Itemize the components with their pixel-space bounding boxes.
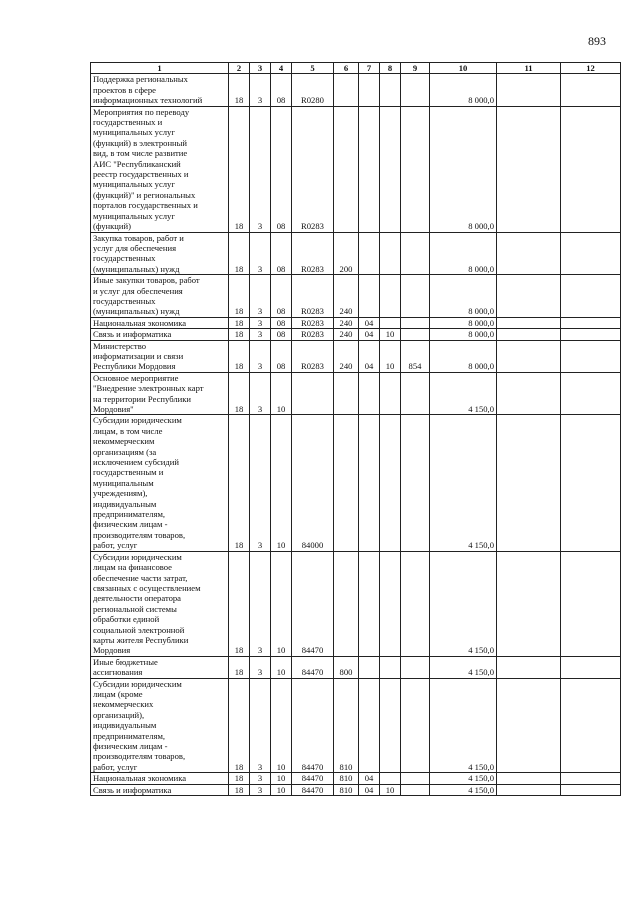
row-cell-c5: R0283 xyxy=(292,317,334,328)
row-cell-c7 xyxy=(359,678,380,773)
table-row xyxy=(91,106,621,232)
row-name-cell: Субсидии юридическим лицам, в том числе некоммерческим организациям (за исключением субсидий государственным и муниципальным учреждениям), индивидуальным предпринимателям, физическим лицам - производителям товаров, работ, услуг xyxy=(91,415,229,551)
row-cell-c10: 8 000,0 xyxy=(430,329,497,340)
row-cell-c8: 10 xyxy=(380,784,401,795)
row-cell-c3: 3 xyxy=(250,678,271,773)
row-cell-c4: 10 xyxy=(271,372,292,415)
row-cell-c9 xyxy=(401,784,430,795)
row-cell-c3: 3 xyxy=(250,551,271,656)
table-row xyxy=(91,656,621,678)
row-cell-c12 xyxy=(561,340,621,372)
row-cell-c10: 4 150,0 xyxy=(430,415,497,551)
row-cell-c8 xyxy=(380,551,401,656)
row-cell-c9 xyxy=(401,656,430,678)
row-cell-c12 xyxy=(561,372,621,415)
row-cell-c10: 4 150,0 xyxy=(430,656,497,678)
column-header: 7 xyxy=(359,63,380,74)
row-cell-c6: 240 xyxy=(334,275,359,318)
row-cell-c5 xyxy=(292,372,334,415)
column-header: 11 xyxy=(497,63,561,74)
row-cell-c10: 4 150,0 xyxy=(430,551,497,656)
row-cell-c8 xyxy=(380,317,401,328)
row-cell-c7 xyxy=(359,415,380,551)
table-row xyxy=(91,317,621,328)
row-cell-c10: 8 000,0 xyxy=(430,340,497,372)
column-header: 5 xyxy=(292,63,334,74)
row-cell-c4: 08 xyxy=(271,74,292,106)
row-cell-c7 xyxy=(359,74,380,106)
row-cell-c11 xyxy=(497,74,561,106)
row-cell-c5: R0283 xyxy=(292,329,334,340)
row-cell-c2: 18 xyxy=(229,340,250,372)
table-row xyxy=(91,372,621,415)
row-cell-c3: 3 xyxy=(250,372,271,415)
row-cell-c6: 810 xyxy=(334,773,359,784)
row-cell-c2: 18 xyxy=(229,317,250,328)
row-cell-c12 xyxy=(561,656,621,678)
row-cell-c2: 18 xyxy=(229,232,250,275)
row-cell-c2: 18 xyxy=(229,415,250,551)
row-name-cell: Национальная экономика xyxy=(91,773,229,784)
row-cell-c4: 08 xyxy=(271,232,292,275)
row-name-cell: Закупка товаров, работ и услуг для обеспечения государственных (муниципальных) нужд xyxy=(91,232,229,275)
row-cell-c9 xyxy=(401,317,430,328)
row-cell-c4: 08 xyxy=(271,340,292,372)
row-cell-c4: 10 xyxy=(271,784,292,795)
column-header: 8 xyxy=(380,63,401,74)
budget-table xyxy=(90,62,621,796)
row-cell-c9 xyxy=(401,773,430,784)
row-name-cell: Связь и информатика xyxy=(91,784,229,795)
row-cell-c5: 84470 xyxy=(292,773,334,784)
row-cell-c6: 800 xyxy=(334,656,359,678)
row-cell-c7 xyxy=(359,656,380,678)
row-cell-c7 xyxy=(359,275,380,318)
row-cell-c7 xyxy=(359,551,380,656)
row-cell-c12 xyxy=(561,275,621,318)
row-cell-c2: 18 xyxy=(229,329,250,340)
row-cell-c6: 810 xyxy=(334,678,359,773)
row-cell-c4: 10 xyxy=(271,678,292,773)
row-cell-c12 xyxy=(561,773,621,784)
row-cell-c4: 10 xyxy=(271,551,292,656)
column-header: 9 xyxy=(401,63,430,74)
row-cell-c12 xyxy=(561,415,621,551)
row-name-cell: Субсидии юридическим лицам на финансовое обеспечение части затрат, связанных с осуществлением деятельности оператора региональной системы обработки единой социальной электронной карты жителя Республики Мордовия xyxy=(91,551,229,656)
row-cell-c4: 08 xyxy=(271,329,292,340)
table-body xyxy=(91,74,621,796)
row-cell-c8 xyxy=(380,656,401,678)
row-cell-c7: 04 xyxy=(359,773,380,784)
row-cell-c6 xyxy=(334,551,359,656)
row-cell-c6 xyxy=(334,415,359,551)
row-cell-c5: R0283 xyxy=(292,340,334,372)
row-cell-c3: 3 xyxy=(250,317,271,328)
row-cell-c12 xyxy=(561,317,621,328)
row-cell-c12 xyxy=(561,784,621,795)
row-cell-c6: 240 xyxy=(334,329,359,340)
row-cell-c2: 18 xyxy=(229,678,250,773)
row-cell-c10: 4 150,0 xyxy=(430,784,497,795)
row-cell-c11 xyxy=(497,317,561,328)
row-cell-c8 xyxy=(380,678,401,773)
row-cell-c8 xyxy=(380,106,401,232)
row-cell-c8 xyxy=(380,773,401,784)
row-cell-c12 xyxy=(561,232,621,275)
row-cell-c11 xyxy=(497,773,561,784)
table-row xyxy=(91,232,621,275)
page-number: 893 xyxy=(588,34,606,48)
column-header: 3 xyxy=(250,63,271,74)
column-header: 12 xyxy=(561,63,621,74)
row-cell-c9 xyxy=(401,415,430,551)
row-cell-c3: 3 xyxy=(250,329,271,340)
column-header: 1 xyxy=(91,63,229,74)
row-cell-c4: 10 xyxy=(271,773,292,784)
row-cell-c4: 08 xyxy=(271,275,292,318)
row-cell-c12 xyxy=(561,329,621,340)
row-cell-c3: 3 xyxy=(250,232,271,275)
table-row xyxy=(91,329,621,340)
row-cell-c3: 3 xyxy=(250,415,271,551)
row-cell-c3: 3 xyxy=(250,106,271,232)
row-cell-c7: 04 xyxy=(359,329,380,340)
row-name-cell: Национальная экономика xyxy=(91,317,229,328)
row-cell-c6 xyxy=(334,372,359,415)
table-row xyxy=(91,275,621,318)
row-cell-c11 xyxy=(497,551,561,656)
row-cell-c9: 854 xyxy=(401,340,430,372)
row-cell-c11 xyxy=(497,106,561,232)
row-cell-c10: 8 000,0 xyxy=(430,317,497,328)
row-cell-c5: 84470 xyxy=(292,656,334,678)
row-cell-c5: R0280 xyxy=(292,74,334,106)
row-cell-c6 xyxy=(334,74,359,106)
row-cell-c7 xyxy=(359,372,380,415)
row-cell-c11 xyxy=(497,232,561,275)
row-cell-c5: 84000 xyxy=(292,415,334,551)
header-row xyxy=(91,63,621,74)
row-name-cell: Поддержка региональных проектов в сфере информационных технологий xyxy=(91,74,229,106)
row-cell-c12 xyxy=(561,106,621,232)
table-row xyxy=(91,551,621,656)
row-cell-c12 xyxy=(561,678,621,773)
row-cell-c2: 18 xyxy=(229,784,250,795)
row-cell-c2: 18 xyxy=(229,372,250,415)
row-cell-c7: 04 xyxy=(359,317,380,328)
row-cell-c8 xyxy=(380,275,401,318)
row-cell-c9 xyxy=(401,106,430,232)
row-cell-c11 xyxy=(497,340,561,372)
row-cell-c9 xyxy=(401,678,430,773)
row-cell-c8: 10 xyxy=(380,329,401,340)
row-cell-c2: 18 xyxy=(229,773,250,784)
row-cell-c2: 18 xyxy=(229,275,250,318)
row-cell-c6 xyxy=(334,106,359,232)
row-cell-c5: R0283 xyxy=(292,232,334,275)
row-cell-c9 xyxy=(401,275,430,318)
column-header: 6 xyxy=(334,63,359,74)
row-cell-c3: 3 xyxy=(250,340,271,372)
table-row xyxy=(91,784,621,795)
row-cell-c11 xyxy=(497,372,561,415)
row-cell-c6: 200 xyxy=(334,232,359,275)
row-cell-c5: 84470 xyxy=(292,678,334,773)
row-cell-c6: 810 xyxy=(334,784,359,795)
row-cell-c5: 84470 xyxy=(292,784,334,795)
row-cell-c11 xyxy=(497,329,561,340)
table-row xyxy=(91,74,621,106)
row-cell-c10: 4 150,0 xyxy=(430,773,497,784)
row-cell-c2: 18 xyxy=(229,656,250,678)
row-name-cell: Иные закупки товаров, работ и услуг для обеспечения государственных (муниципальных) нужд xyxy=(91,275,229,318)
row-cell-c8: 10 xyxy=(380,340,401,372)
table-row xyxy=(91,415,621,551)
row-cell-c11 xyxy=(497,275,561,318)
table-row xyxy=(91,340,621,372)
row-cell-c9 xyxy=(401,232,430,275)
row-cell-c7 xyxy=(359,232,380,275)
row-cell-c3: 3 xyxy=(250,275,271,318)
row-cell-c8 xyxy=(380,372,401,415)
row-cell-c8 xyxy=(380,74,401,106)
table-row xyxy=(91,678,621,773)
row-name-cell: Иные бюджетные ассигнования xyxy=(91,656,229,678)
row-cell-c9 xyxy=(401,372,430,415)
row-cell-c9 xyxy=(401,74,430,106)
row-cell-c12 xyxy=(561,74,621,106)
row-cell-c2: 18 xyxy=(229,74,250,106)
column-header: 2 xyxy=(229,63,250,74)
row-cell-c2: 18 xyxy=(229,551,250,656)
row-cell-c9 xyxy=(401,329,430,340)
row-cell-c4: 08 xyxy=(271,106,292,232)
row-cell-c8 xyxy=(380,232,401,275)
row-cell-c3: 3 xyxy=(250,773,271,784)
row-cell-c3: 3 xyxy=(250,74,271,106)
row-cell-c11 xyxy=(497,656,561,678)
row-cell-c9 xyxy=(401,551,430,656)
row-cell-c10: 4 150,0 xyxy=(430,372,497,415)
row-cell-c6: 240 xyxy=(334,317,359,328)
row-name-cell: Связь и информатика xyxy=(91,329,229,340)
table-row xyxy=(91,773,621,784)
row-cell-c7: 04 xyxy=(359,340,380,372)
row-cell-c4: 08 xyxy=(271,317,292,328)
row-cell-c3: 3 xyxy=(250,784,271,795)
row-cell-c4: 10 xyxy=(271,415,292,551)
row-cell-c7 xyxy=(359,106,380,232)
row-cell-c12 xyxy=(561,551,621,656)
row-name-cell: Основное мероприятие "Внедрение электронных карт на территории Республики Мордовия" xyxy=(91,372,229,415)
row-cell-c11 xyxy=(497,678,561,773)
row-cell-c10: 8 000,0 xyxy=(430,74,497,106)
row-cell-c11 xyxy=(497,415,561,551)
row-cell-c11 xyxy=(497,784,561,795)
row-cell-c2: 18 xyxy=(229,106,250,232)
column-header: 4 xyxy=(271,63,292,74)
row-cell-c10: 8 000,0 xyxy=(430,106,497,232)
column-header: 10 xyxy=(430,63,497,74)
row-cell-c4: 10 xyxy=(271,656,292,678)
row-cell-c3: 3 xyxy=(250,656,271,678)
row-cell-c5: R0283 xyxy=(292,275,334,318)
row-cell-c5: 84470 xyxy=(292,551,334,656)
row-cell-c8 xyxy=(380,415,401,551)
row-cell-c10: 8 000,0 xyxy=(430,275,497,318)
row-name-cell: Министерство информатизации и связи Республики Мордовия xyxy=(91,340,229,372)
row-cell-c10: 8 000,0 xyxy=(430,232,497,275)
row-cell-c10: 4 150,0 xyxy=(430,678,497,773)
row-name-cell: Субсидии юридическим лицам (кроме некоммерческих организаций), индивидуальным предпринимателям, физическим лицам - производителям товаров, работ, услуг xyxy=(91,678,229,773)
row-cell-c7: 04 xyxy=(359,784,380,795)
row-name-cell: Мероприятия по переводу государственных и муниципальных услуг (функций) в электронный вид, в том числе развитие АИС "Республиканский реестр государственных и муниципальных услуг (функций)" и региональных порталов государственных и муниципальных услуг (функций) xyxy=(91,106,229,232)
row-cell-c5: R0283 xyxy=(292,106,334,232)
row-cell-c6: 240 xyxy=(334,340,359,372)
